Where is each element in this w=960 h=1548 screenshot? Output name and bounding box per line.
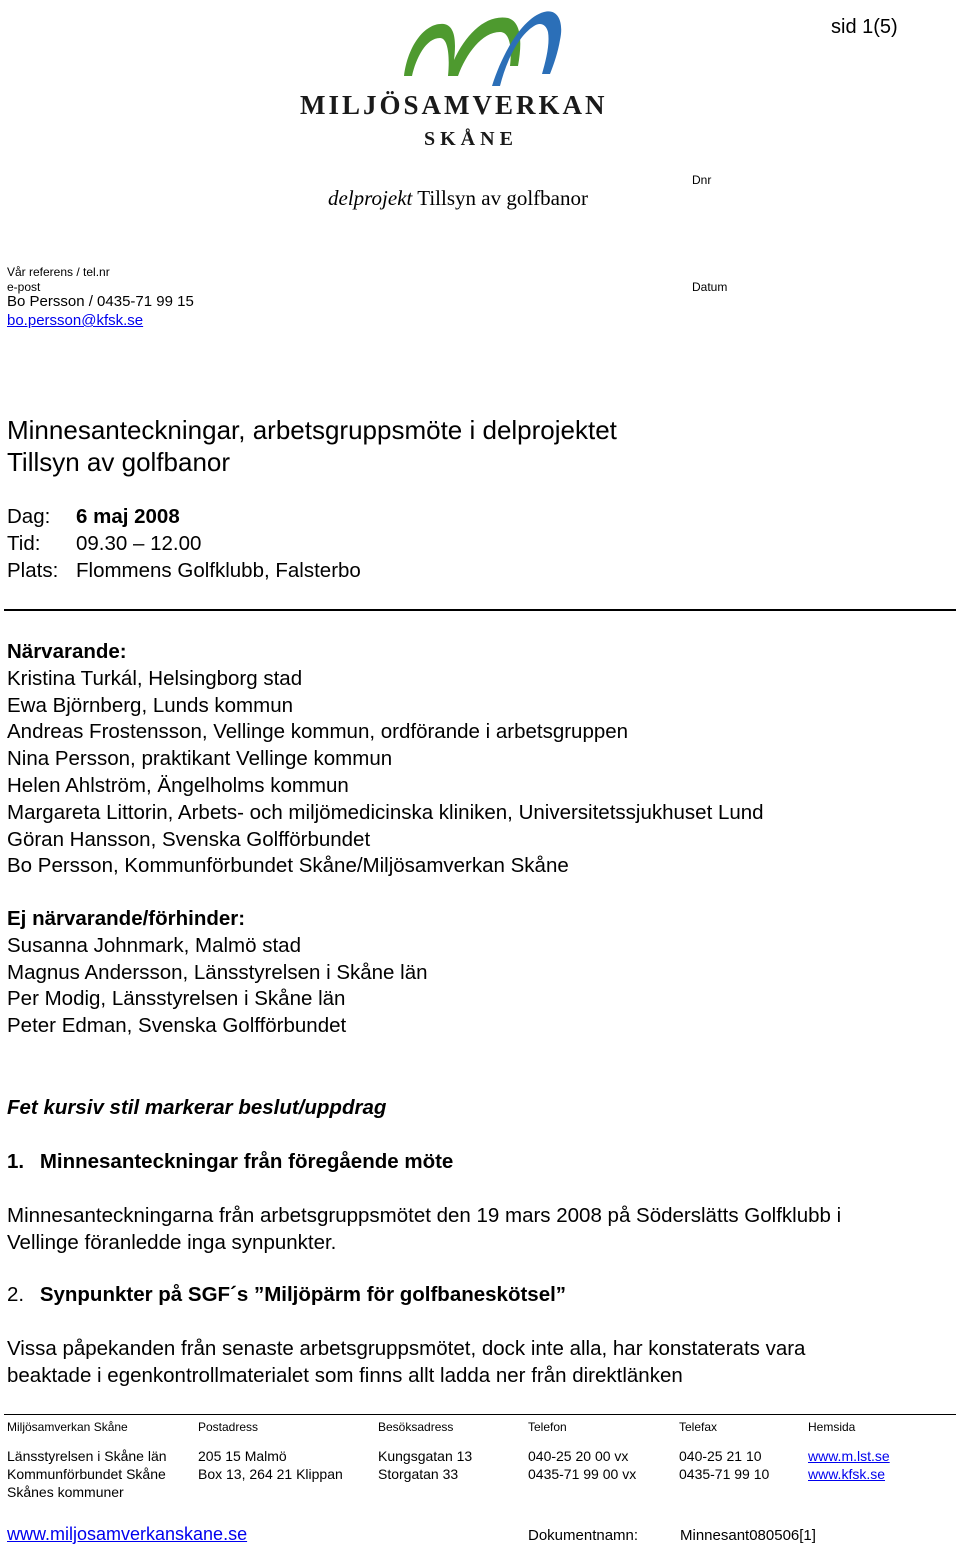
section-2-title: Synpunkter på SGF´s ”Miljöpärm för golfbaneskötsel” [39,1283,567,1306]
footer-cell: 0435-71 99 00 vx [528,1466,637,1482]
list-item: Margareta Littorin, Arbets- och miljömedicinska kliniken, Universitetssjukhuset Lund [7,800,764,824]
reference-email-link[interactable]: bo.persson@kfsk.se [7,312,144,329]
place-value: Flommens Golfklubb, Falsterbo [76,559,361,582]
footer-header: Miljösamverkan Skåne [7,1420,128,1434]
title-line-2: Tillsyn av golfbanor [7,447,231,477]
list-item: Ewa Björnberg, Lunds kommun [7,693,294,717]
list-item: Per Modig, Länsstyrelsen i Skåne län [7,987,346,1011]
place-label: Plats: [7,559,59,582]
footer-cell: Storgatan 33 [378,1466,459,1482]
footer-cell: Länsstyrelsen i Skåne län [7,1448,167,1464]
section-2-text [7,1335,805,1389]
section-1-line-2: Vellinge föranledde inga synpunkter. [7,1231,337,1254]
section-1-heading [7,1148,453,1175]
section-2-number: 2. [7,1283,25,1306]
page-number: sid 1(5) [831,16,898,38]
time-label: Tid: [7,532,41,555]
project-subtitle [328,186,588,211]
footer-link[interactable]: www.m.lst.se [808,1448,890,1464]
logo-swoosh-icon [296,4,656,94]
footer-cell: Skånes kommuner [7,1484,124,1500]
section-1-line-1: Minnesanteckningarna från arbetsgruppsmötet den 19 mars 2008 på Söderslätts Golfklubb i [7,1204,842,1227]
footer-cell: 040-25 21 10 [679,1448,762,1464]
divider-footer [4,1414,956,1415]
document-title [7,414,617,478]
footer-cell: Box 13, 264 21 Klippan [198,1466,343,1482]
absent-heading: Ej närvarande/förhinder: [7,907,246,930]
section-2-line-1: Vissa påpekanden från senaste arbetsgruppsmötet, dock inte alla, har konstaterats vara [7,1337,806,1360]
footer-header: Telefon [528,1420,567,1434]
time-value: 09.30 – 12.00 [76,532,202,555]
list-item: Susanna Johnmark, Malmö stad [7,933,301,957]
section-1-text [7,1202,841,1256]
subtitle-rest: Tillsyn av golfbanor [412,186,588,210]
reference-person: Bo Persson / 0435-71 99 15 [7,293,194,310]
datum-label: Datum [692,280,728,294]
email-label: e-post [7,280,41,294]
divider-top [4,609,956,611]
absent-list [7,906,428,1040]
footer-header: Hemsida [808,1420,856,1434]
list-item: Magnus Andersson, Länsstyrelsen i Skåne län [7,960,428,984]
present-heading: Närvarande: [7,640,127,663]
section-1-number: 1. [7,1150,25,1173]
list-item: Göran Hansson, Svenska Golfförbundet [7,827,371,851]
list-item: Andreas Frostensson, Vellinge kommun, ordförande i arbetsgruppen [7,720,629,744]
footer-cell: 0435-71 99 10 [679,1466,770,1482]
footer-link[interactable]: www.kfsk.se [808,1466,886,1482]
decision-note: Fet kursiv stil markerar beslut/uppdrag [7,1096,387,1119]
footer-header: Besöksadress [378,1420,454,1434]
reference-label: Vår referens / tel.nr [7,265,110,279]
website-link[interactable]: www.miljosamverkanskane.se [7,1524,248,1544]
footer-cell: Kungsgatan 13 [378,1448,473,1464]
list-item: Nina Persson, praktikant Vellinge kommun [7,747,393,771]
title-line-1: Minnesanteckningar, arbetsgruppsmöte i delprojektet [7,415,617,445]
section-2-heading [7,1281,566,1308]
logo-name: MILJÖSAMVERKAN [300,90,608,120]
list-item: Helen Ahlström, Ängelholms kommun [7,773,349,797]
day-label: Dag: [7,505,51,528]
docname-value: Minnesant080506[1] [680,1527,816,1544]
list-item: Peter Edman, Svenska Golfförbundet [7,1014,347,1038]
day-value: 6 maj 2008 [76,505,180,528]
footer-header: Telefax [679,1420,718,1434]
footer-cell: 040-25 20 00 vx [528,1448,629,1464]
footer-cell: 205 15 Malmö [198,1448,287,1464]
docname-label: Dokumentnamn: [528,1527,639,1544]
subtitle-italic: delprojekt [328,186,413,210]
miljosamverkan-logo [296,4,656,152]
list-item: Bo Persson, Kommunförbundet Skåne/Miljösamverkan Skåne [7,854,569,878]
logo-region: SKÅNE [424,128,518,150]
section-2-line-2: beaktade i egenkontrollmaterialet som finns allt ladda ner från direktlänken [7,1364,683,1387]
dnr-label: Dnr [692,173,712,187]
present-list [7,639,764,880]
list-item: Kristina Turkál, Helsingborg stad [7,666,303,690]
section-1-title: Minnesanteckningar från föregående möte [39,1150,454,1173]
footer-cell: Kommunförbundet Skåne [7,1466,166,1482]
footer-header: Postadress [198,1420,259,1434]
